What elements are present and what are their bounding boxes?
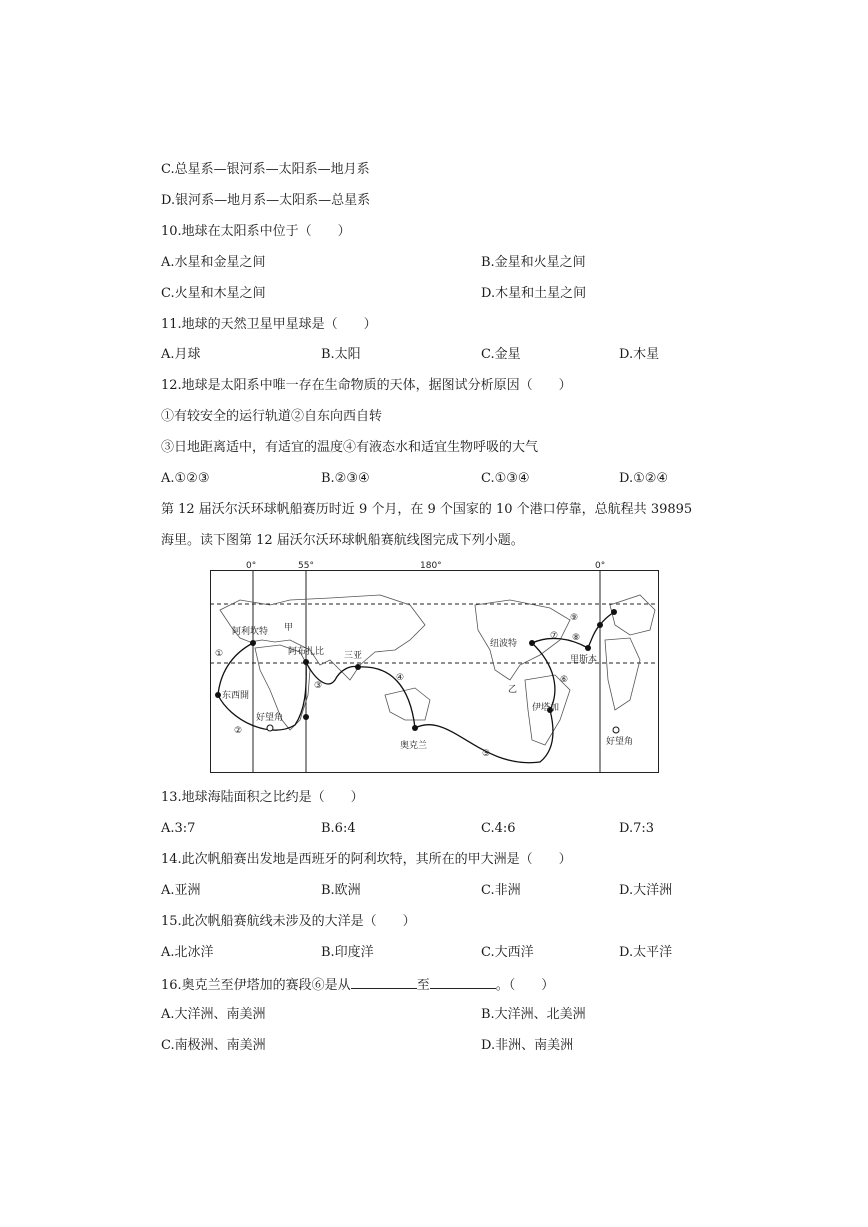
label-capetown-ports: 东西開 bbox=[222, 691, 250, 701]
leg-label-5: ⑤ bbox=[482, 749, 491, 759]
label-newport: 纽波特 bbox=[490, 639, 518, 649]
lon-label-0-left: 0° bbox=[246, 561, 257, 571]
q13-option-a[interactable]: A.3:7 bbox=[161, 821, 196, 836]
question-11: 11.地球的天然卫星甲星球是（ ） bbox=[161, 317, 377, 332]
q16-option-b[interactable]: B.大洋洲、北美洲 bbox=[481, 1007, 586, 1022]
label-lorient: 里斯本 bbox=[570, 655, 598, 665]
q13-option-b[interactable]: B.6:4 bbox=[321, 821, 356, 836]
q12-statement-2: ③日地距离适中，有适宜的温度④有液态水和适宜生物呼吸的大气 bbox=[161, 440, 539, 455]
passage-intro-1: 第 12 届沃尔沃环球帆船赛历时近 9 个月，在 9 个国家的 10 个港口停靠，总航程共 39895 bbox=[161, 502, 693, 517]
label-goodhope-right: 好望角 bbox=[606, 737, 634, 747]
q16-blank-2[interactable] bbox=[430, 976, 496, 989]
q16-text-start: 16.奥克兰至伊塔加的赛段⑥是从 bbox=[161, 978, 351, 993]
q14-option-a[interactable]: A.亚洲 bbox=[161, 883, 201, 898]
sailing-route-map bbox=[210, 561, 659, 773]
q16-text-mid: 至 bbox=[416, 978, 430, 993]
q16-option-c[interactable]: C.南极洲、南美洲 bbox=[161, 1038, 266, 1053]
q16-option-a[interactable]: A.大洋洲、南美洲 bbox=[161, 1007, 266, 1022]
q12-option-d[interactable]: D.①②④ bbox=[619, 471, 669, 486]
q12-option-a[interactable]: A.①②③ bbox=[161, 471, 210, 486]
lon-label-0-right: 0° bbox=[595, 561, 606, 571]
q15-option-b[interactable]: B.印度洋 bbox=[321, 945, 374, 960]
q10-option-d[interactable]: D.木星和土星之间 bbox=[481, 286, 587, 301]
question-13: 13.地球海陆面积之比约是（ ） bbox=[161, 790, 364, 805]
question-10: 10.地球在太阳系中位于（ ） bbox=[161, 224, 351, 239]
q14-option-b[interactable]: B.欧洲 bbox=[321, 883, 361, 898]
label-alicante: 阿利坎特 bbox=[232, 627, 269, 637]
q13-option-d[interactable]: D.7:3 bbox=[619, 821, 655, 836]
goodhope-right-marker bbox=[613, 727, 619, 733]
leg-label-7: ⑦ bbox=[550, 631, 559, 641]
q11-option-b[interactable]: B.太阳 bbox=[321, 347, 361, 362]
option-c-previous: C.总星系—银河系—太阳系—地月系 bbox=[161, 162, 370, 177]
leg-label-2: ② bbox=[234, 726, 243, 736]
q15-option-a[interactable]: A.北冰洋 bbox=[161, 945, 214, 960]
q11-option-d[interactable]: D.木星 bbox=[619, 347, 660, 362]
lon-label-55: 55° bbox=[298, 561, 314, 571]
q10-option-a[interactable]: A.水星和金星之间 bbox=[161, 255, 266, 270]
label-jia: 甲 bbox=[284, 623, 294, 633]
q16-blank-1[interactable] bbox=[351, 976, 417, 989]
leg-label-4: ④ bbox=[396, 673, 405, 683]
q15-option-d[interactable]: D.太平洋 bbox=[619, 945, 673, 960]
question-15: 15.此次帆船赛航线未涉及的大洋是（ ） bbox=[161, 914, 416, 929]
q10-option-c[interactable]: C.火星和木星之间 bbox=[161, 286, 266, 301]
q14-option-c[interactable]: C.非洲 bbox=[481, 883, 521, 898]
label-yi: 乙 bbox=[508, 685, 518, 695]
label-itajai: 伊塔加 bbox=[532, 703, 560, 713]
q16-option-d[interactable]: D.非洲、南美洲 bbox=[481, 1038, 574, 1053]
leg-label-3: ③ bbox=[314, 681, 323, 691]
q16-text-end: 。（ ） bbox=[495, 978, 555, 993]
q11-option-c[interactable]: C.金星 bbox=[481, 347, 521, 362]
goodhope-left-marker bbox=[267, 725, 273, 731]
lon-label-180: 180° bbox=[420, 561, 442, 571]
label-abudhabi: 阿布扎比 bbox=[288, 647, 325, 657]
q12-statement-1: ①有较安全的运行轨道②自东向西自转 bbox=[161, 409, 383, 424]
leg-label-8: ⑧ bbox=[572, 633, 581, 643]
question-12: 12.地球是太阳系中唯一存在生命物质的天体，据图试分析原因（ ） bbox=[161, 378, 572, 393]
q14-option-d[interactable]: D.大洋洲 bbox=[619, 883, 673, 898]
q10-option-b[interactable]: B.金星和火星之间 bbox=[481, 255, 586, 270]
question-14: 14.此次帆船赛出发地是西班牙的阿利坎特，其所在的甲大洲是（ ） bbox=[161, 852, 572, 867]
q15-option-c[interactable]: C.大西洋 bbox=[481, 945, 534, 960]
label-auckland: 奥克兰 bbox=[400, 741, 428, 751]
q12-option-b[interactable]: B.②③④ bbox=[321, 471, 370, 486]
label-goodhope-left: 好望角 bbox=[256, 713, 284, 723]
leg-label-6: ⑥ bbox=[560, 675, 569, 685]
passage-intro-2: 海里。读下图第 12 届沃尔沃环球帆船赛航线图完成下列小题。 bbox=[161, 533, 524, 548]
q13-option-c[interactable]: C.4:6 bbox=[481, 821, 516, 836]
leg-label-1: ① bbox=[215, 649, 224, 659]
label-sanya: 三亚 bbox=[344, 651, 363, 661]
q11-option-a[interactable]: A.月球 bbox=[161, 347, 201, 362]
question-16 bbox=[161, 976, 554, 994]
q12-option-c[interactable]: C.①③④ bbox=[481, 471, 530, 486]
option-d-previous: D.银河系—地月系—太阳系—总星系 bbox=[161, 193, 371, 208]
leg-label-9: ⑨ bbox=[570, 613, 579, 623]
